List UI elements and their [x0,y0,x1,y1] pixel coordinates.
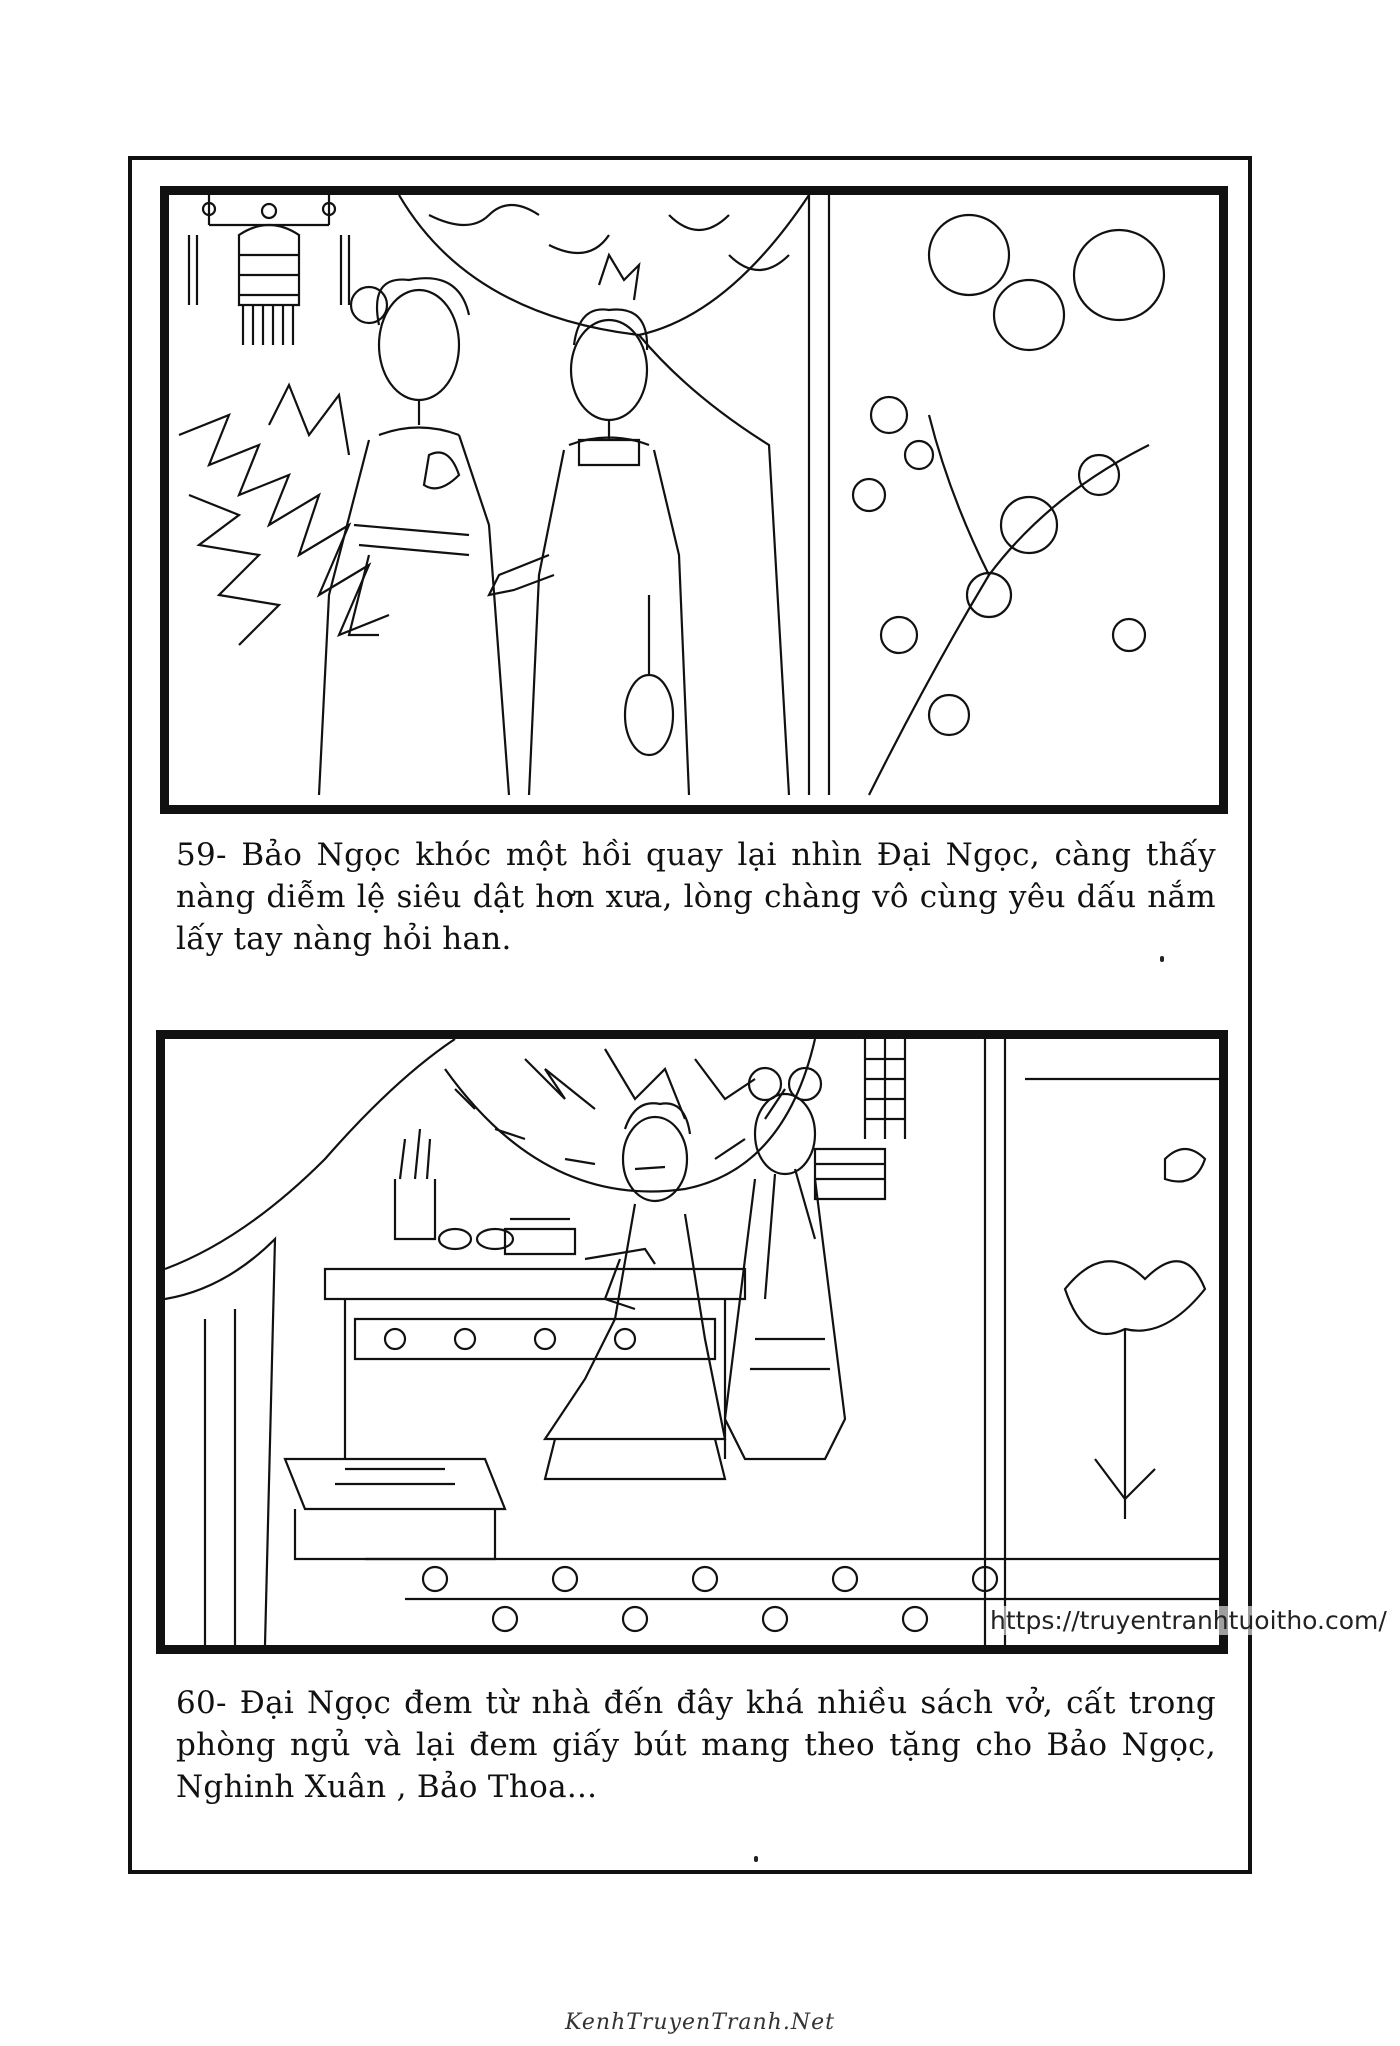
comic-panel-60 [156,1030,1228,1654]
caption-panel-59: 59- Bảo Ngọc khóc một hồi quay lại nhìn Đại Ngọc, càng thấy nàng diễm lệ siêu dật hơn xưa, lòng chàng vô cùng yêu dấu nắm lấy tay nàng hỏi han. [176,837,1216,957]
watermark-url: https://truyentranhtuoitho.com/ [990,1606,1387,1635]
print-speck [1160,956,1164,962]
panel-59-illustration [169,195,1219,805]
footer-brand-logo: KenhTruyenTranh.Net [565,2010,835,2035]
panel-60-illustration [165,1039,1219,1645]
caption-panel-60: 60- Đại Ngọc đem từ nhà đến đây khá nhiều sách vở, cất trong phòng ngủ và lại đem giấy bút mang theo tặng cho Bảo Ngọc, Nghinh Xuân , Bảo Thoa... [176,1685,1216,1805]
print-speck [754,1856,758,1862]
comic-panel-59 [160,186,1228,814]
